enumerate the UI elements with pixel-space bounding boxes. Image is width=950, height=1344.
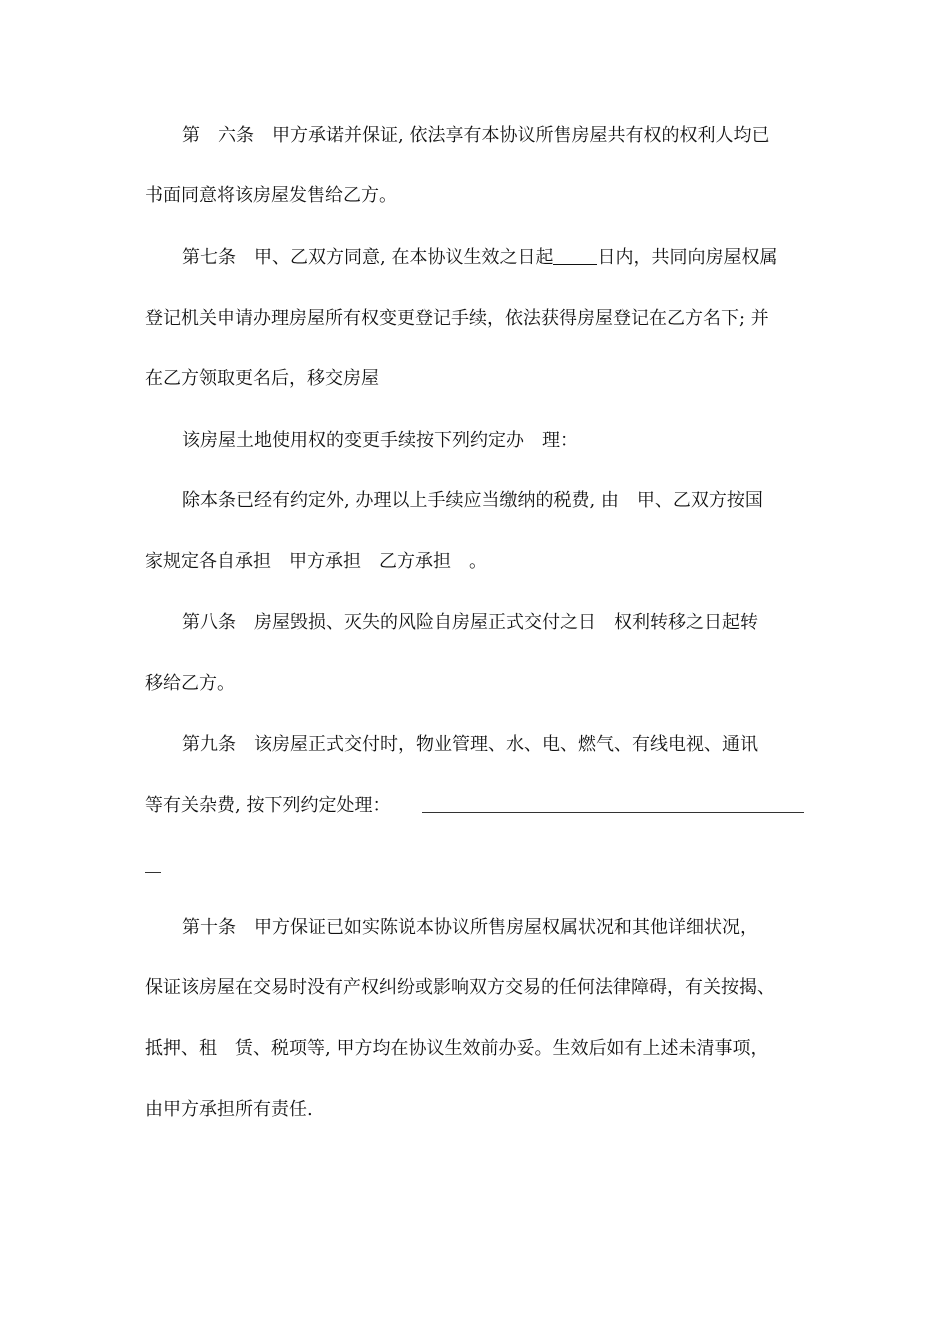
fill-in-line-continuation (145, 872, 161, 873)
article-9-line-1: 第九条 该房屋正式交付时，物业管理、水、电、燃气、有线电视、通讯 (182, 734, 758, 755)
article-7-line-3: 在乙方领取更名后，移交房屋 (145, 368, 379, 389)
article-10-line-1: 第十条 甲方保证已如实陈说本协议所售房屋权属状况和其他详细状况， (182, 917, 758, 938)
article-9-line-2: 等有关杂费, 按下列约定处理： (145, 795, 391, 816)
article-10-line-2: 保证该房屋在交易时没有产权纠纷或影响双方交易的任何法律障碍，有关按揭、 (145, 977, 775, 998)
article-6-line-1: 第 六条 甲方承诺并保证, 依法享有本协议所售房屋共有权的权利人均已 (182, 125, 770, 146)
article-10-line-3: 抵押、租 赁、税项等, 甲方均在协议生效前办妥。生效后如有上述未清事项， (145, 1038, 769, 1059)
fill-in-line (422, 812, 804, 813)
article-7-text-after-blank: 日内，共同向房屋权属 (597, 247, 778, 268)
article-7-line-1 (182, 246, 810, 270)
land-use-line: 该房屋土地使用权的变更手续按下列约定办 理： (182, 430, 578, 451)
article-10-line-4: 由甲方承担所有责任. (145, 1099, 313, 1120)
tax-line-2: 家规定各自承担 甲方承担 乙方承担 。 (145, 551, 487, 572)
days-blank (553, 246, 597, 265)
article-6-line-2: 书面同意将该房屋发售给乙方。 (145, 185, 397, 206)
article-8-line-1: 第八条 房屋毁损、灭失的风险自房屋正式交付之日 权利转移之日起转 (182, 612, 758, 633)
article-7-text-before-blank: 第七条 甲、乙双方同意, 在本协议生效之日起 (182, 247, 554, 268)
tax-line-1: 除本条已经有约定外, 办理以上手续应当缴纳的税费, 由 甲、乙双方按国 (182, 490, 763, 511)
article-7-line-2: 登记机关申请办理房屋所有权变更登记手续，依法获得房屋登记在乙方名下; 并 (145, 308, 769, 329)
article-8-line-2: 移给乙方。 (145, 673, 235, 694)
